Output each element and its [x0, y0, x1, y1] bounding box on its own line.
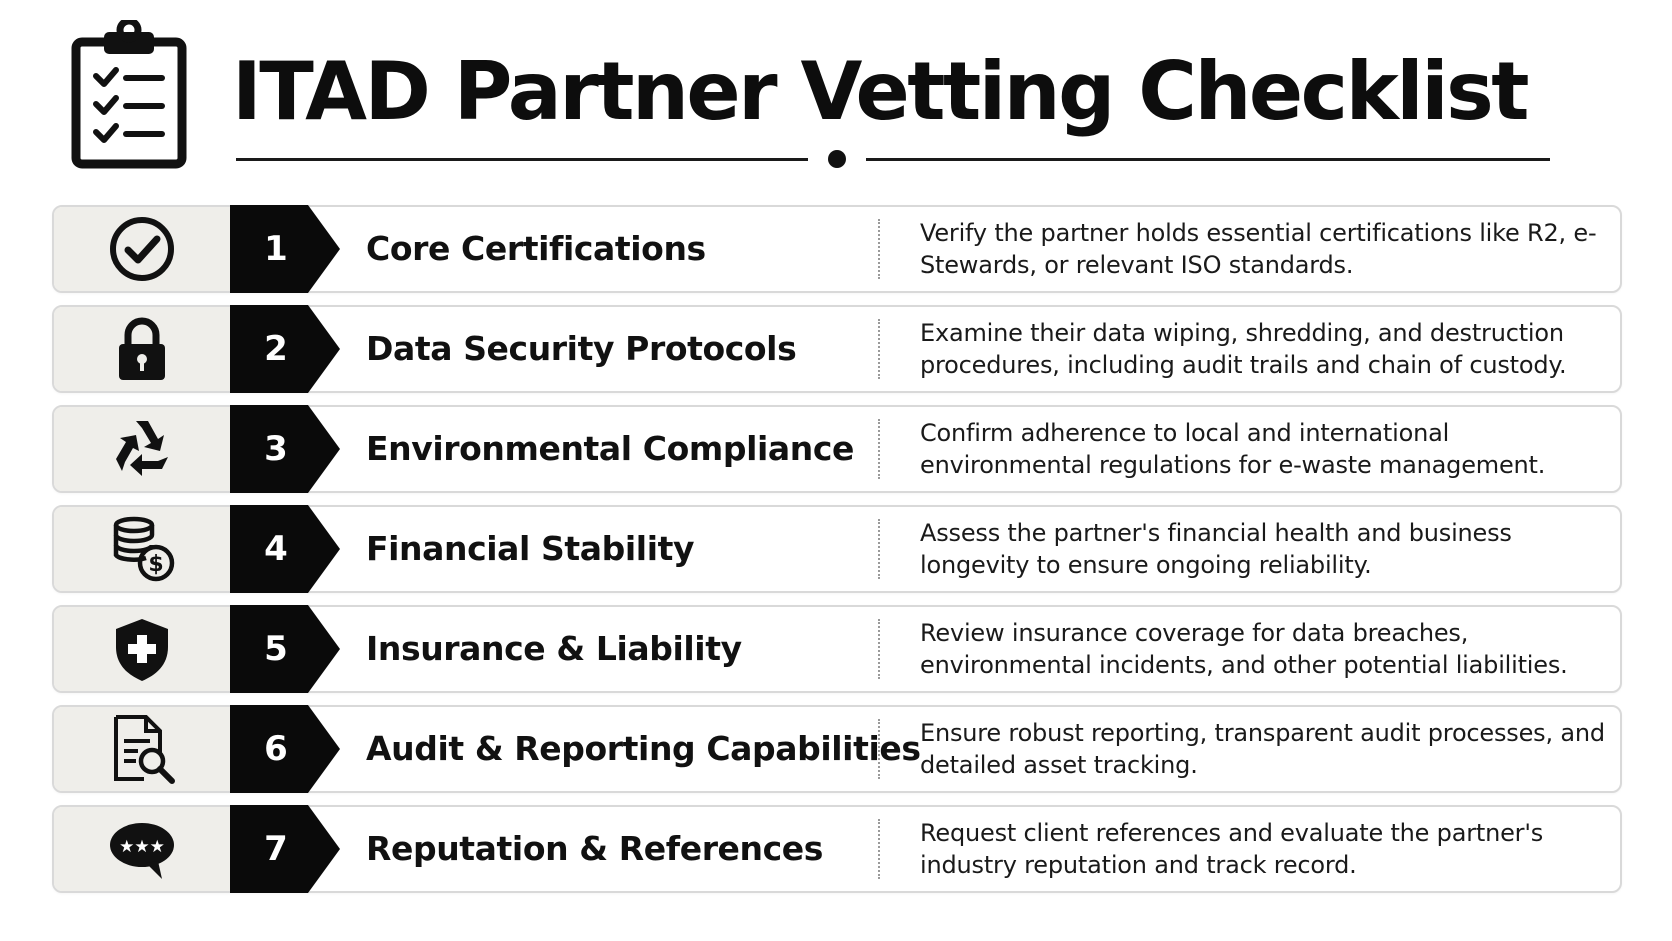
title-underline-left: [236, 158, 808, 161]
row-description: Confirm adherence to local and international environmental regulations for e-waste management.: [920, 419, 1546, 479]
row-description: Review insurance coverage for data breaches, environmental incidents, and other potential liabilities.: [920, 619, 1568, 679]
row-number: 6: [264, 729, 288, 769]
row-number-badge: [230, 205, 340, 293]
row-divider: [878, 319, 880, 379]
row-number: 5: [264, 629, 288, 669]
checklist-row: [52, 305, 1622, 393]
row-title: Reputation & References: [366, 829, 824, 868]
checklist-row: [52, 205, 1622, 293]
row-description: Verify the partner holds essential certifications like R2, e-Stewards, or relevant ISO standards.: [920, 219, 1597, 279]
row-number-badge: [230, 805, 340, 893]
shield-plus-icon: [106, 613, 178, 685]
page-title: ITAD Partner Vetting Checklist: [232, 45, 1527, 138]
row-number: 4: [264, 529, 288, 569]
row-icon-cell: [54, 607, 230, 691]
row-title: Core Certifications: [366, 229, 706, 268]
row-icon-cell: [54, 507, 230, 591]
checklist-row: [52, 605, 1622, 693]
row-number: 3: [264, 429, 288, 469]
row-description: Ensure robust reporting, transparent audit processes, and detailed asset tracking.: [920, 719, 1605, 779]
row-divider: [878, 519, 880, 579]
row-number: 1: [264, 229, 288, 269]
row-number-badge: [230, 605, 340, 693]
row-divider: [878, 719, 880, 779]
coin-stack-dollar-icon: [106, 513, 178, 585]
row-number-badge: [230, 305, 340, 393]
row-icon-cell: [54, 807, 230, 891]
row-description: Assess the partner's financial health and business longevity to ensure ongoing reliability.: [920, 519, 1512, 579]
svg-text:★★★: ★★★: [119, 837, 165, 857]
row-description: Request client references and evaluate the partner's industry reputation and track record.: [920, 819, 1544, 879]
row-number-badge: [230, 405, 340, 493]
title-underline-right: [866, 158, 1550, 161]
checklist-row: [52, 505, 1622, 593]
checklist: [52, 205, 1622, 905]
row-title: Insurance & Liability: [366, 629, 742, 668]
row-icon-cell: [54, 407, 230, 491]
row-title: Environmental Compliance: [366, 429, 855, 468]
recycle-icon: [106, 413, 178, 485]
title-underline-dot: [828, 150, 846, 168]
checklist-row: [52, 805, 1622, 893]
speech-bubble-stars-icon: [106, 813, 178, 885]
row-number-badge: [230, 705, 340, 793]
padlock-icon: [106, 313, 178, 385]
row-divider: [878, 819, 880, 879]
document-magnifier-icon: [106, 713, 178, 785]
row-description: Examine their data wiping, shredding, and destruction procedures, including audit trails and chain of custody.: [920, 319, 1567, 379]
row-number: 2: [264, 329, 288, 369]
svg-text:$: $: [148, 552, 164, 577]
row-title: Audit & Reporting Capabilities: [366, 729, 921, 768]
checklist-row: [52, 705, 1622, 793]
clipboard-checklist-icon: [70, 20, 188, 170]
row-divider: [878, 219, 880, 279]
row-title: Data Security Protocols: [366, 329, 797, 368]
checklist-row: [52, 405, 1622, 493]
row-number: 7: [264, 829, 288, 869]
row-icon-cell: [54, 207, 230, 291]
row-icon-cell: [54, 307, 230, 391]
row-icon-cell: [54, 707, 230, 791]
header: [0, 0, 1672, 190]
row-title: Financial Stability: [366, 529, 695, 568]
check-circle-icon: [106, 213, 178, 285]
row-number-badge: [230, 505, 340, 593]
row-divider: [878, 619, 880, 679]
row-divider: [878, 419, 880, 479]
